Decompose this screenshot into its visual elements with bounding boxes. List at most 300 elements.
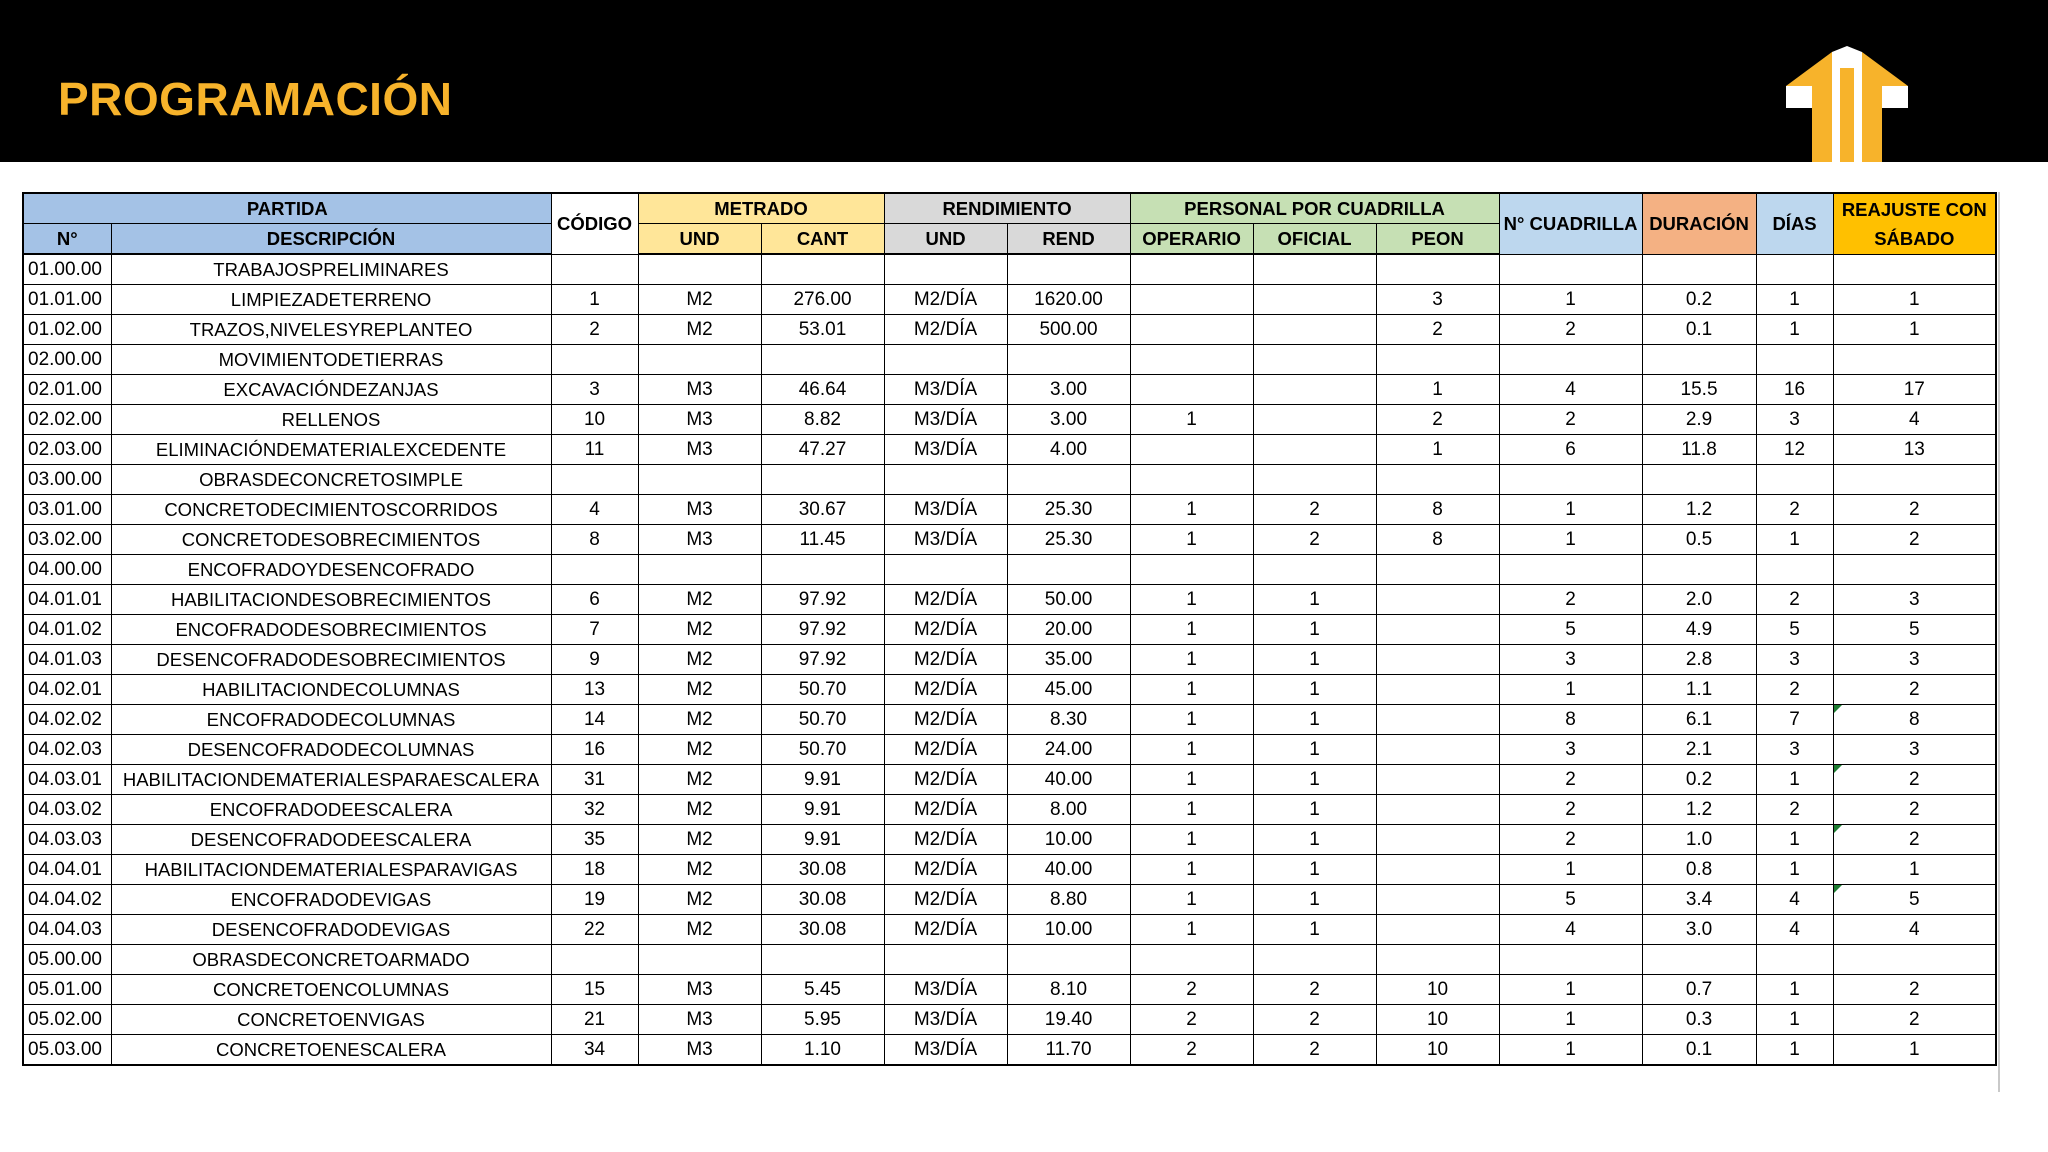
cell-peon[interactable]	[1376, 555, 1499, 585]
cell-metrado-und[interactable]	[638, 254, 761, 285]
cell-rend-valor[interactable]: 8.80	[1007, 885, 1130, 915]
cell-peon[interactable]: 10	[1376, 1005, 1499, 1035]
cell-codigo[interactable]	[551, 254, 638, 285]
cell-dias[interactable]	[1756, 254, 1833, 285]
cell-metrado-und[interactable]: M2	[638, 915, 761, 945]
cell-reajuste[interactable]	[1833, 945, 1996, 975]
cell-rend-und[interactable]: M2/DÍA	[884, 915, 1007, 945]
cell-numero[interactable]: 04.00.00	[23, 555, 111, 585]
cell-peon[interactable]: 1	[1376, 375, 1499, 405]
cell-n-cuadrilla[interactable]: 4	[1499, 915, 1642, 945]
cell-duracion[interactable]: 3.0	[1642, 915, 1756, 945]
cell-oficial[interactable]	[1253, 285, 1376, 315]
cell-duracion[interactable]: 0.2	[1642, 285, 1756, 315]
cell-metrado-und[interactable]: M2	[638, 615, 761, 645]
cell-descripcion[interactable]: DESENCOFRADODESOBRECIMIENTOS	[111, 645, 551, 675]
cell-descripcion[interactable]: TRAZOS,NIVELESYREPLANTEO	[111, 315, 551, 345]
cell-oficial[interactable]: 1	[1253, 855, 1376, 885]
cell-rend-valor[interactable]	[1007, 254, 1130, 285]
cell-descripcion[interactable]: ENCOFRADODEVIGAS	[111, 885, 551, 915]
cell-reajuste[interactable]: 1	[1833, 855, 1996, 885]
cell-descripcion[interactable]: ENCOFRADOYDESENCOFRADO	[111, 555, 551, 585]
cell-numero[interactable]: 04.04.01	[23, 855, 111, 885]
cell-oficial[interactable]: 1	[1253, 765, 1376, 795]
cell-rend-valor[interactable]: 1620.00	[1007, 285, 1130, 315]
cell-metrado-und[interactable]: M2	[638, 285, 761, 315]
cell-peon[interactable]	[1376, 885, 1499, 915]
cell-descripcion[interactable]: CONCRETOENVIGAS	[111, 1005, 551, 1035]
cell-codigo[interactable]: 8	[551, 525, 638, 555]
cell-reajuste[interactable]: 5	[1833, 885, 1996, 915]
cell-dias[interactable]	[1756, 555, 1833, 585]
cell-metrado-cant[interactable]: 9.91	[761, 765, 884, 795]
cell-duracion[interactable]: 1.2	[1642, 795, 1756, 825]
cell-codigo[interactable]: 31	[551, 765, 638, 795]
cell-numero[interactable]: 01.00.00	[23, 254, 111, 285]
cell-dias[interactable]: 1	[1756, 765, 1833, 795]
cell-peon[interactable]	[1376, 585, 1499, 615]
cell-numero[interactable]: 04.04.03	[23, 915, 111, 945]
cell-metrado-cant[interactable]	[761, 345, 884, 375]
cell-metrado-und[interactable]: M2	[638, 855, 761, 885]
cell-duracion[interactable]: 0.8	[1642, 855, 1756, 885]
cell-descripcion[interactable]: HABILITACIONDEMATERIALESPARAVIGAS	[111, 855, 551, 885]
cell-numero[interactable]: 04.01.01	[23, 585, 111, 615]
cell-operario[interactable]	[1130, 375, 1253, 405]
cell-peon[interactable]: 2	[1376, 315, 1499, 345]
cell-rend-und[interactable]: M2/DÍA	[884, 315, 1007, 345]
cell-operario[interactable]	[1130, 254, 1253, 285]
cell-operario[interactable]	[1130, 285, 1253, 315]
cell-reajuste[interactable]	[1833, 465, 1996, 495]
cell-peon[interactable]	[1376, 855, 1499, 885]
cell-dias[interactable]: 2	[1756, 675, 1833, 705]
cell-reajuste[interactable]: 17	[1833, 375, 1996, 405]
cell-numero[interactable]: 04.03.03	[23, 825, 111, 855]
cell-rend-und[interactable]: M2/DÍA	[884, 675, 1007, 705]
cell-operario[interactable]: 1	[1130, 645, 1253, 675]
cell-operario[interactable]	[1130, 315, 1253, 345]
cell-descripcion[interactable]: OBRASDECONCRETOSIMPLE	[111, 465, 551, 495]
cell-numero[interactable]: 03.01.00	[23, 495, 111, 525]
cell-rend-valor[interactable]: 3.00	[1007, 375, 1130, 405]
cell-descripcion[interactable]: OBRASDECONCRETOARMADO	[111, 945, 551, 975]
cell-n-cuadrilla[interactable]: 1	[1499, 1005, 1642, 1035]
cell-metrado-und[interactable]: M2	[638, 585, 761, 615]
cell-metrado-und[interactable]: M3	[638, 435, 761, 465]
cell-peon[interactable]: 8	[1376, 495, 1499, 525]
cell-operario[interactable]: 1	[1130, 615, 1253, 645]
cell-dias[interactable]: 3	[1756, 645, 1833, 675]
cell-n-cuadrilla[interactable]: 1	[1499, 975, 1642, 1005]
cell-rend-und[interactable]: M2/DÍA	[884, 585, 1007, 615]
cell-metrado-cant[interactable]	[761, 465, 884, 495]
cell-numero[interactable]: 05.01.00	[23, 975, 111, 1005]
cell-numero[interactable]: 01.01.00	[23, 285, 111, 315]
cell-metrado-und[interactable]: M2	[638, 705, 761, 735]
cell-metrado-und[interactable]: M3	[638, 405, 761, 435]
cell-codigo[interactable]: 11	[551, 435, 638, 465]
cell-metrado-und[interactable]	[638, 345, 761, 375]
cell-n-cuadrilla[interactable]: 2	[1499, 315, 1642, 345]
cell-rend-valor[interactable]: 19.40	[1007, 1005, 1130, 1035]
cell-duracion[interactable]	[1642, 945, 1756, 975]
cell-metrado-cant[interactable]: 97.92	[761, 645, 884, 675]
cell-rend-und[interactable]: M3/DÍA	[884, 1005, 1007, 1035]
cell-reajuste[interactable]: 13	[1833, 435, 1996, 465]
cell-peon[interactable]: 10	[1376, 1035, 1499, 1066]
cell-rend-valor[interactable]	[1007, 345, 1130, 375]
cell-metrado-cant[interactable]: 5.95	[761, 1005, 884, 1035]
cell-numero[interactable]: 03.02.00	[23, 525, 111, 555]
cell-numero[interactable]: 04.02.02	[23, 705, 111, 735]
cell-operario[interactable]: 2	[1130, 975, 1253, 1005]
cell-codigo[interactable]: 2	[551, 315, 638, 345]
cell-n-cuadrilla[interactable]: 2	[1499, 405, 1642, 435]
cell-rend-und[interactable]: M2/DÍA	[884, 735, 1007, 765]
cell-reajuste[interactable]: 1	[1833, 315, 1996, 345]
cell-rend-und[interactable]	[884, 254, 1007, 285]
cell-duracion[interactable]: 0.1	[1642, 315, 1756, 345]
cell-codigo[interactable]: 21	[551, 1005, 638, 1035]
cell-rend-valor[interactable]: 8.30	[1007, 705, 1130, 735]
cell-duracion[interactable]: 1.0	[1642, 825, 1756, 855]
cell-reajuste[interactable]: 2	[1833, 795, 1996, 825]
cell-operario[interactable]	[1130, 945, 1253, 975]
cell-oficial[interactable]	[1253, 435, 1376, 465]
cell-n-cuadrilla[interactable]	[1499, 345, 1642, 375]
cell-metrado-cant[interactable]: 9.91	[761, 795, 884, 825]
cell-descripcion[interactable]: CONCRETOENCOLUMNAS	[111, 975, 551, 1005]
cell-rend-valor[interactable]: 40.00	[1007, 855, 1130, 885]
cell-numero[interactable]: 04.01.03	[23, 645, 111, 675]
cell-n-cuadrilla[interactable]	[1499, 945, 1642, 975]
cell-numero[interactable]: 02.02.00	[23, 405, 111, 435]
cell-codigo[interactable]: 3	[551, 375, 638, 405]
cell-duracion[interactable]: 15.5	[1642, 375, 1756, 405]
cell-dias[interactable]: 1	[1756, 825, 1833, 855]
cell-operario[interactable]: 1	[1130, 525, 1253, 555]
cell-metrado-cant[interactable]	[761, 555, 884, 585]
cell-reajuste[interactable]: 2	[1833, 975, 1996, 1005]
cell-operario[interactable]: 1	[1130, 405, 1253, 435]
cell-metrado-cant[interactable]: 53.01	[761, 315, 884, 345]
cell-oficial[interactable]: 2	[1253, 975, 1376, 1005]
cell-duracion[interactable]: 6.1	[1642, 705, 1756, 735]
cell-operario[interactable]	[1130, 465, 1253, 495]
cell-dias[interactable]: 1	[1756, 1035, 1833, 1066]
cell-dias[interactable]: 1	[1756, 855, 1833, 885]
cell-operario[interactable]: 1	[1130, 495, 1253, 525]
cell-duracion[interactable]: 2.8	[1642, 645, 1756, 675]
cell-n-cuadrilla[interactable]: 3	[1499, 735, 1642, 765]
cell-dias[interactable]: 12	[1756, 435, 1833, 465]
cell-rend-und[interactable]: M2/DÍA	[884, 885, 1007, 915]
cell-metrado-und[interactable]: M3	[638, 525, 761, 555]
cell-metrado-cant[interactable]: 9.91	[761, 825, 884, 855]
cell-rend-und[interactable]: M2/DÍA	[884, 705, 1007, 735]
cell-dias[interactable]: 4	[1756, 885, 1833, 915]
cell-dias[interactable]	[1756, 465, 1833, 495]
cell-n-cuadrilla[interactable]: 4	[1499, 375, 1642, 405]
cell-metrado-cant[interactable]: 30.08	[761, 855, 884, 885]
cell-rend-valor[interactable]	[1007, 555, 1130, 585]
cell-duracion[interactable]: 0.3	[1642, 1005, 1756, 1035]
cell-metrado-und[interactable]: M2	[638, 675, 761, 705]
cell-operario[interactable]: 1	[1130, 825, 1253, 855]
cell-operario[interactable]: 1	[1130, 705, 1253, 735]
cell-descripcion[interactable]: CONCRETOENESCALERA	[111, 1035, 551, 1066]
cell-operario[interactable]: 1	[1130, 915, 1253, 945]
cell-reajuste[interactable]: 2	[1833, 675, 1996, 705]
cell-numero[interactable]: 03.00.00	[23, 465, 111, 495]
cell-oficial[interactable]	[1253, 465, 1376, 495]
cell-n-cuadrilla[interactable]: 2	[1499, 795, 1642, 825]
cell-numero[interactable]: 04.03.02	[23, 795, 111, 825]
cell-operario[interactable]: 1	[1130, 795, 1253, 825]
cell-codigo[interactable]: 22	[551, 915, 638, 945]
cell-descripcion[interactable]: DESENCOFRADODECOLUMNAS	[111, 735, 551, 765]
cell-operario[interactable]: 2	[1130, 1005, 1253, 1035]
cell-n-cuadrilla[interactable]: 1	[1499, 675, 1642, 705]
cell-operario[interactable]: 2	[1130, 1035, 1253, 1066]
cell-n-cuadrilla[interactable]: 2	[1499, 765, 1642, 795]
cell-rend-valor[interactable]: 45.00	[1007, 675, 1130, 705]
cell-rend-und[interactable]	[884, 945, 1007, 975]
cell-metrado-cant[interactable]: 11.45	[761, 525, 884, 555]
cell-metrado-und[interactable]: M3	[638, 975, 761, 1005]
cell-n-cuadrilla[interactable]: 1	[1499, 285, 1642, 315]
cell-numero[interactable]: 04.01.02	[23, 615, 111, 645]
cell-metrado-und[interactable]: M3	[638, 375, 761, 405]
cell-oficial[interactable]: 2	[1253, 1035, 1376, 1066]
cell-rend-valor[interactable]	[1007, 945, 1130, 975]
cell-numero[interactable]: 05.03.00	[23, 1035, 111, 1066]
cell-operario[interactable]: 1	[1130, 735, 1253, 765]
cell-codigo[interactable]	[551, 945, 638, 975]
cell-descripcion[interactable]: DESENCOFRADODEVIGAS	[111, 915, 551, 945]
cell-rend-valor[interactable]: 10.00	[1007, 915, 1130, 945]
cell-oficial[interactable]: 1	[1253, 735, 1376, 765]
cell-rend-valor[interactable]: 50.00	[1007, 585, 1130, 615]
cell-reajuste[interactable]: 1	[1833, 285, 1996, 315]
cell-reajuste[interactable]: 5	[1833, 615, 1996, 645]
cell-numero[interactable]: 01.02.00	[23, 315, 111, 345]
cell-operario[interactable]	[1130, 555, 1253, 585]
cell-duracion[interactable]: 0.7	[1642, 975, 1756, 1005]
cell-rend-und[interactable]: M2/DÍA	[884, 645, 1007, 675]
cell-peon[interactable]	[1376, 615, 1499, 645]
cell-peon[interactable]: 10	[1376, 975, 1499, 1005]
cell-codigo[interactable]: 32	[551, 795, 638, 825]
cell-oficial[interactable]	[1253, 555, 1376, 585]
cell-peon[interactable]: 8	[1376, 525, 1499, 555]
cell-codigo[interactable]: 4	[551, 495, 638, 525]
cell-numero[interactable]: 04.02.03	[23, 735, 111, 765]
cell-rend-und[interactable]	[884, 555, 1007, 585]
cell-codigo[interactable]: 13	[551, 675, 638, 705]
cell-oficial[interactable]	[1253, 345, 1376, 375]
cell-operario[interactable]: 1	[1130, 765, 1253, 795]
cell-metrado-und[interactable]: M3	[638, 1035, 761, 1066]
cell-descripcion[interactable]: HABILITACIONDESOBRECIMIENTOS	[111, 585, 551, 615]
cell-numero[interactable]: 02.00.00	[23, 345, 111, 375]
cell-codigo[interactable]: 35	[551, 825, 638, 855]
cell-duracion[interactable]	[1642, 555, 1756, 585]
cell-peon[interactable]	[1376, 675, 1499, 705]
cell-peon[interactable]	[1376, 465, 1499, 495]
cell-operario[interactable]: 1	[1130, 675, 1253, 705]
cell-descripcion[interactable]: LIMPIEZADETERRENO	[111, 285, 551, 315]
cell-codigo[interactable]: 10	[551, 405, 638, 435]
cell-peon[interactable]	[1376, 254, 1499, 285]
cell-codigo[interactable]: 7	[551, 615, 638, 645]
cell-metrado-und[interactable]: M2	[638, 315, 761, 345]
cell-dias[interactable]: 2	[1756, 495, 1833, 525]
cell-peon[interactable]: 1	[1376, 435, 1499, 465]
cell-descripcion[interactable]: CONCRETODECIMIENTOSCORRIDOS	[111, 495, 551, 525]
cell-duracion[interactable]: 2.9	[1642, 405, 1756, 435]
cell-rend-und[interactable]: M2/DÍA	[884, 765, 1007, 795]
cell-dias[interactable]: 1	[1756, 315, 1833, 345]
cell-rend-valor[interactable]: 24.00	[1007, 735, 1130, 765]
cell-metrado-cant[interactable]: 30.08	[761, 915, 884, 945]
cell-metrado-cant[interactable]: 5.45	[761, 975, 884, 1005]
cell-reajuste[interactable]: 8	[1833, 705, 1996, 735]
cell-metrado-und[interactable]: M3	[638, 495, 761, 525]
cell-reajuste[interactable]: 2	[1833, 1005, 1996, 1035]
cell-rend-valor[interactable]: 40.00	[1007, 765, 1130, 795]
cell-duracion[interactable]: 0.5	[1642, 525, 1756, 555]
cell-oficial[interactable]: 1	[1253, 915, 1376, 945]
cell-dias[interactable]: 1	[1756, 525, 1833, 555]
cell-oficial[interactable]: 2	[1253, 525, 1376, 555]
cell-oficial[interactable]: 1	[1253, 645, 1376, 675]
cell-peon[interactable]: 2	[1376, 405, 1499, 435]
cell-oficial[interactable]	[1253, 945, 1376, 975]
cell-reajuste[interactable]: 3	[1833, 735, 1996, 765]
cell-reajuste[interactable]: 3	[1833, 645, 1996, 675]
cell-metrado-cant[interactable]: 30.08	[761, 885, 884, 915]
cell-reajuste[interactable]: 2	[1833, 525, 1996, 555]
cell-reajuste[interactable]: 1	[1833, 1035, 1996, 1066]
cell-metrado-cant[interactable]: 30.67	[761, 495, 884, 525]
cell-metrado-und[interactable]	[638, 945, 761, 975]
cell-n-cuadrilla[interactable]	[1499, 465, 1642, 495]
cell-numero[interactable]: 02.03.00	[23, 435, 111, 465]
cell-dias[interactable]: 16	[1756, 375, 1833, 405]
cell-rend-und[interactable]: M3/DÍA	[884, 495, 1007, 525]
cell-duracion[interactable]: 0.2	[1642, 765, 1756, 795]
cell-peon[interactable]	[1376, 705, 1499, 735]
cell-reajuste[interactable]: 3	[1833, 585, 1996, 615]
cell-metrado-und[interactable]: M2	[638, 765, 761, 795]
cell-reajuste[interactable]: 2	[1833, 825, 1996, 855]
cell-peon[interactable]	[1376, 825, 1499, 855]
cell-reajuste[interactable]: 4	[1833, 915, 1996, 945]
cell-duracion[interactable]: 2.1	[1642, 735, 1756, 765]
cell-metrado-und[interactable]	[638, 465, 761, 495]
cell-operario[interactable]: 1	[1130, 585, 1253, 615]
cell-rend-valor[interactable]: 8.10	[1007, 975, 1130, 1005]
cell-operario[interactable]: 1	[1130, 885, 1253, 915]
cell-metrado-und[interactable]: M3	[638, 1005, 761, 1035]
cell-rend-und[interactable]: M3/DÍA	[884, 375, 1007, 405]
cell-peon[interactable]	[1376, 765, 1499, 795]
cell-metrado-cant[interactable]: 97.92	[761, 585, 884, 615]
cell-codigo[interactable]: 15	[551, 975, 638, 1005]
cell-dias[interactable]: 3	[1756, 735, 1833, 765]
cell-descripcion[interactable]: ENCOFRADODEESCALERA	[111, 795, 551, 825]
cell-numero[interactable]: 05.00.00	[23, 945, 111, 975]
cell-rend-und[interactable]: M2/DÍA	[884, 855, 1007, 885]
cell-peon[interactable]: 3	[1376, 285, 1499, 315]
cell-rend-valor[interactable]: 8.00	[1007, 795, 1130, 825]
cell-reajuste[interactable]: 2	[1833, 765, 1996, 795]
cell-codigo[interactable]: 34	[551, 1035, 638, 1066]
cell-codigo[interactable]: 18	[551, 855, 638, 885]
cell-metrado-und[interactable]: M2	[638, 735, 761, 765]
cell-codigo[interactable]: 16	[551, 735, 638, 765]
cell-metrado-cant[interactable]: 50.70	[761, 735, 884, 765]
cell-oficial[interactable]: 1	[1253, 795, 1376, 825]
cell-metrado-cant[interactable]: 8.82	[761, 405, 884, 435]
cell-operario[interactable]	[1130, 435, 1253, 465]
cell-metrado-cant[interactable]: 1.10	[761, 1035, 884, 1066]
cell-oficial[interactable]: 2	[1253, 495, 1376, 525]
cell-rend-und[interactable]: M3/DÍA	[884, 405, 1007, 435]
cell-rend-und[interactable]: M3/DÍA	[884, 975, 1007, 1005]
cell-duracion[interactable]	[1642, 254, 1756, 285]
cell-peon[interactable]	[1376, 795, 1499, 825]
cell-codigo[interactable]	[551, 555, 638, 585]
cell-peon[interactable]	[1376, 945, 1499, 975]
cell-metrado-und[interactable]	[638, 555, 761, 585]
cell-numero[interactable]: 04.03.01	[23, 765, 111, 795]
cell-n-cuadrilla[interactable]: 2	[1499, 825, 1642, 855]
cell-n-cuadrilla[interactable]	[1499, 254, 1642, 285]
cell-operario[interactable]	[1130, 345, 1253, 375]
cell-n-cuadrilla[interactable]: 2	[1499, 585, 1642, 615]
cell-duracion[interactable]	[1642, 345, 1756, 375]
cell-dias[interactable]: 2	[1756, 795, 1833, 825]
cell-n-cuadrilla[interactable]: 1	[1499, 525, 1642, 555]
cell-oficial[interactable]: 1	[1253, 825, 1376, 855]
cell-codigo[interactable]: 1	[551, 285, 638, 315]
cell-duracion[interactable]: 0.1	[1642, 1035, 1756, 1066]
cell-rend-valor[interactable]	[1007, 465, 1130, 495]
cell-metrado-cant[interactable]: 276.00	[761, 285, 884, 315]
cell-rend-valor[interactable]: 25.30	[1007, 495, 1130, 525]
cell-reajuste[interactable]	[1833, 555, 1996, 585]
cell-duracion[interactable]: 1.1	[1642, 675, 1756, 705]
cell-rend-valor[interactable]: 11.70	[1007, 1035, 1130, 1066]
cell-metrado-cant[interactable]: 50.70	[761, 705, 884, 735]
cell-codigo[interactable]	[551, 345, 638, 375]
cell-rend-und[interactable]: M2/DÍA	[884, 285, 1007, 315]
cell-rend-valor[interactable]: 3.00	[1007, 405, 1130, 435]
cell-descripcion[interactable]: ENCOFRADODECOLUMNAS	[111, 705, 551, 735]
cell-rend-valor[interactable]: 35.00	[1007, 645, 1130, 675]
cell-duracion[interactable]: 3.4	[1642, 885, 1756, 915]
cell-rend-und[interactable]	[884, 345, 1007, 375]
cell-n-cuadrilla[interactable]: 1	[1499, 495, 1642, 525]
cell-duracion[interactable]: 2.0	[1642, 585, 1756, 615]
cell-codigo[interactable]	[551, 465, 638, 495]
cell-descripcion[interactable]: HABILITACIONDECOLUMNAS	[111, 675, 551, 705]
cell-descripcion[interactable]: MOVIMIENTODETIERRAS	[111, 345, 551, 375]
cell-descripcion[interactable]: ELIMINACIÓNDEMATERIALEXCEDENTE	[111, 435, 551, 465]
